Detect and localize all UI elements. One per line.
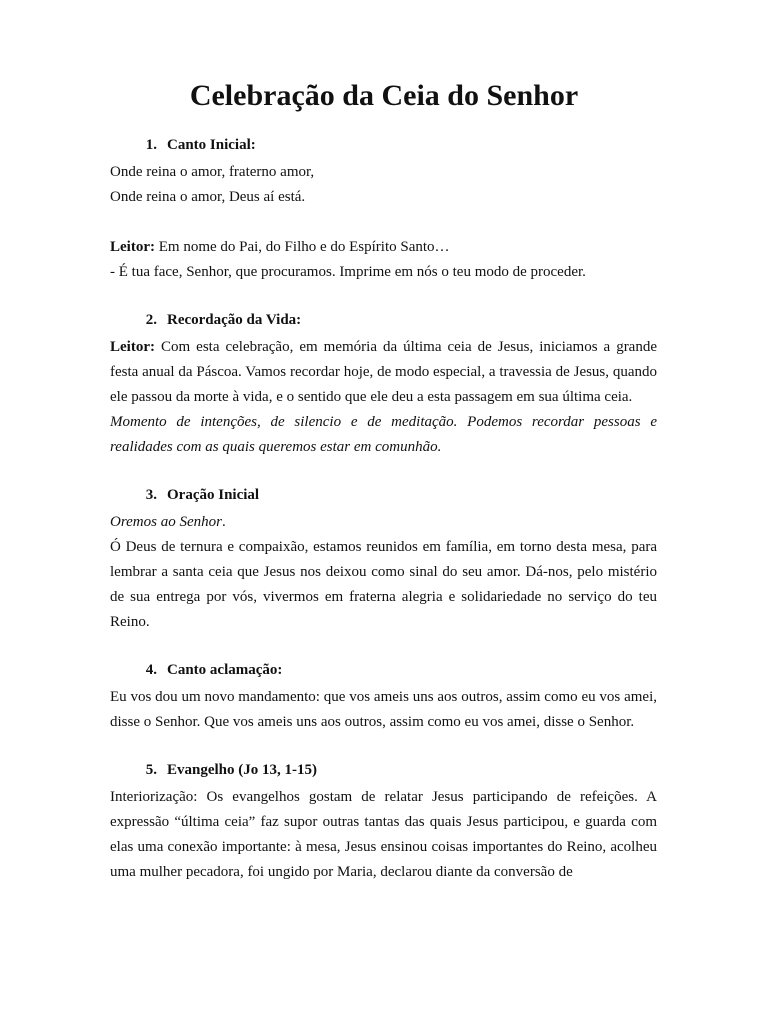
- section-heading: [110, 135, 657, 155]
- section-number: 2.: [145, 312, 157, 328]
- section-title: Evangelho (Jo 13, 1-15): [167, 762, 317, 778]
- paragraph: [110, 410, 657, 460]
- paragraph: [110, 510, 657, 535]
- body-text: Onde reina o amor, Deus aí está.: [110, 189, 306, 205]
- italic-text: Oremos ao Senhor: [110, 514, 222, 530]
- speaker-label: Leitor:: [110, 339, 155, 355]
- paragraph: [110, 260, 657, 285]
- body-text: - É tua face, Senhor, que procuramos. Imprime em nós o teu modo de proceder.: [110, 264, 586, 280]
- section-4: [110, 660, 657, 735]
- paragraph: [110, 160, 657, 185]
- body-text: .: [221, 514, 226, 530]
- section-title: Recordação da Vida:: [167, 312, 302, 328]
- body-text: Interiorização: Os evangelhos gostam de relatar Jesus participando de refeições. A expressão “última ceia” faz supor outras tantas das quais Jesus participou, e guarda com elas uma conexão importante: à mesa, Jesus ensinou coisas importantes do Reino, acolheu uma mulher pecadora, foi ungido por Maria, declarou diante da conversão de: [110, 789, 657, 880]
- italic-text: Momento de intenções, de silencio e de meditação. Podemos recordar pessoas e realidades com as quais queremos estar em comunhão.: [110, 414, 657, 455]
- section-title: Canto Inicial:: [167, 137, 256, 153]
- section-heading: [110, 760, 657, 780]
- section-heading: [110, 310, 657, 330]
- body-text: Onde reina o amor, fraterno amor,: [110, 164, 315, 180]
- section-number: 5.: [145, 762, 157, 778]
- section-title: Oração Inicial: [167, 487, 260, 503]
- body-text: Ó Deus de ternura e compaixão, estamos reunidos em família, em torno desta mesa, para lembrar a santa ceia que Jesus nos deixou como sinal do seu amor. Dá-nos, pelo mistério de sua entrega por vós, vivermos em fraterna alegria e solidariedade no serviço do teu Reino.: [110, 539, 657, 630]
- body-text: Em nome do Pai, do Filho e do Espírito Santo…: [154, 239, 450, 255]
- section-2: [110, 310, 657, 460]
- paragraph: [110, 685, 657, 735]
- body-text: Com esta celebração, em memória da última ceia de Jesus, iniciamos a grande festa anual da Páscoa. Vamos recordar hoje, de modo especial, a travessia de Jesus, quando ele passou da morte à vida, e o sentido que ele deu a esta passagem em sua última ceia.: [110, 339, 657, 405]
- section-heading: [110, 485, 657, 505]
- section-3: [110, 485, 657, 635]
- section-5: [110, 760, 657, 885]
- document-body: [110, 110, 657, 885]
- section-number: 4.: [145, 662, 157, 678]
- section-number: 3.: [145, 487, 157, 503]
- paragraph: [110, 535, 657, 635]
- paragraph: [110, 785, 657, 885]
- section-heading: [110, 660, 657, 680]
- section-1: [110, 135, 657, 285]
- document-title: Celebração da Ceia do Senhor: [189, 79, 579, 112]
- paragraph: [110, 235, 657, 260]
- speaker-label: Leitor:: [110, 239, 155, 255]
- section-title: Canto aclamação:: [167, 662, 283, 678]
- body-text: Eu vos dou um novo mandamento: que vos ameis uns aos outros, assim como eu vos amei, disse o Senhor. Que vos ameis uns aos outros, assim como eu vos amei, disse o Senhor.: [110, 689, 657, 730]
- paragraph: [110, 335, 657, 410]
- section-number: 1.: [145, 137, 157, 153]
- paragraph: [110, 185, 657, 210]
